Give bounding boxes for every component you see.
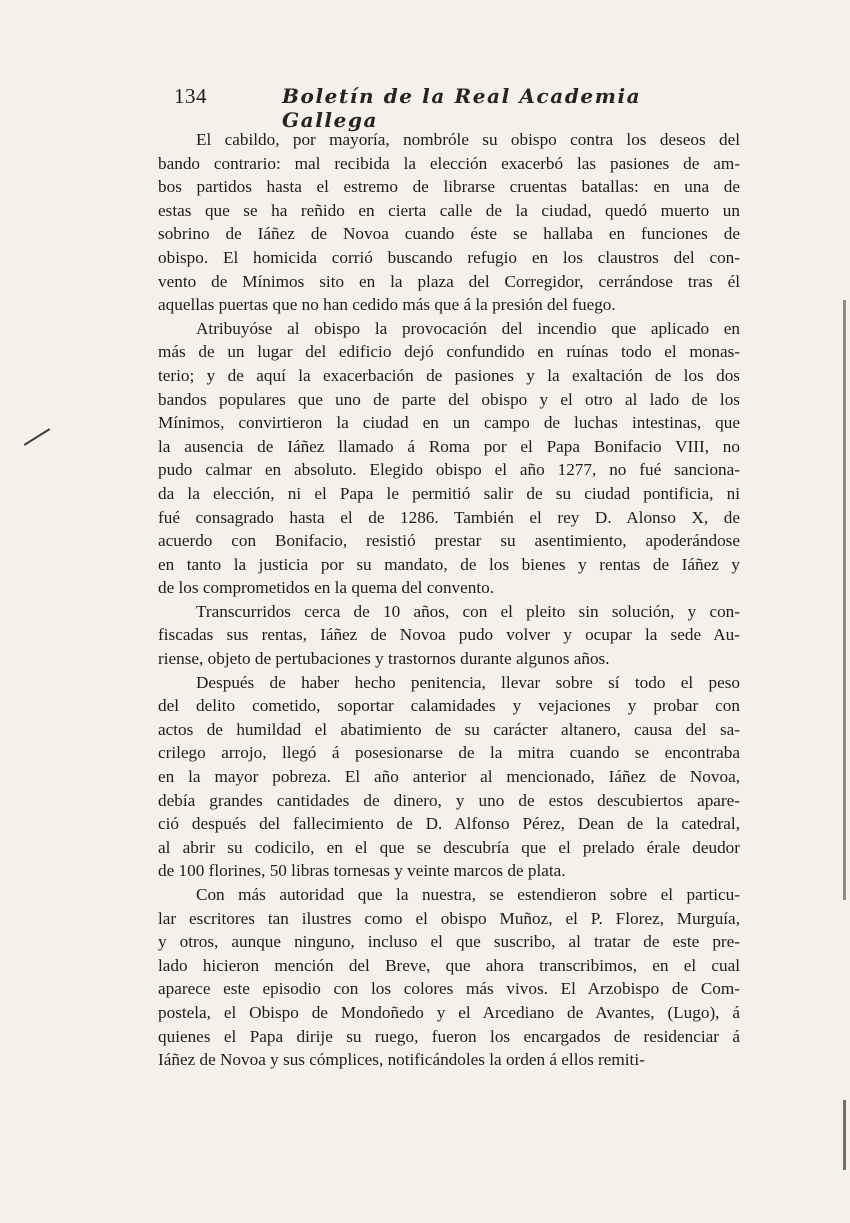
text-line: sobrino de Iáñez de Novoa cuando éste se hallaba en funciones de	[158, 224, 740, 244]
paragraph	[158, 128, 740, 317]
text-line: estas que se ha reñido en cierta calle de la ciudad, quedó muerto un	[158, 200, 740, 220]
text-line: aparece este episodio con los colores más vivos. El Arzobispo de Com-	[158, 979, 740, 999]
text-line: El cabildo, por mayoría, nombróle su obispo contra los deseos del	[196, 130, 740, 149]
text-line: terio; y de aquí la exacerbación de pasiones y la exaltación de los dos	[158, 365, 740, 385]
text-line: bos partidos hasta el estremo de librarse cruentas batallas: en una de	[158, 177, 740, 197]
text-line: bandos populares que uno de parte del obispo y el otro al lado de los	[158, 389, 740, 409]
text-line: y otros, aunque ninguno, incluso el que suscribo, al tratar de este pre-	[158, 932, 740, 952]
text-line: de 100 florines, 50 libras tornesas y veinte marcos de plata.	[158, 861, 566, 881]
text-line: ció después del fallecimiento de D. Alfonso Pérez, Dean de la catedral,	[158, 814, 740, 834]
text-line: da la elección, ni el Papa le permitió salir de su ciudad pontificia, ni	[158, 483, 740, 503]
binding-edge-shadow	[843, 300, 846, 900]
text-line: del delito cometido, soportar calamidades y vejaciones y probar con	[158, 696, 740, 716]
margin-pen-mark	[24, 428, 51, 446]
text-line: lado hicieron mención del Breve, que ahora transcribimos, en el cual	[158, 955, 740, 975]
paragraph	[158, 883, 740, 1072]
text-line: Mínimos, convirtieron la ciudad en un campo de luchas intestinas, que	[158, 413, 740, 433]
paragraph	[158, 671, 740, 883]
text-line: Transcurridos cerca de 10 años, con el pleito sin solución, y con-	[196, 601, 740, 621]
text-line: obispo. El homicida corrió buscando refugio en los claustros del con-	[158, 247, 740, 267]
text-line: en tanto la justicia por su mandato, de los bienes y rentas de Iáñez y	[158, 554, 740, 574]
text-line: Iáñez de Novoa y sus cómplices, notificándoles la orden á ellos remiti-	[158, 1050, 645, 1070]
text-line: bando contrario: mal recibida la elección exacerbó las pasiones de am-	[158, 153, 740, 173]
text-line: aquellas puertas que no han cedido más que á la presión del fuego.	[158, 295, 616, 315]
text-line: más de un lugar del edificio dejó confundido en ruínas todo el monas-	[158, 342, 740, 362]
text-line: fiscadas sus rentas, Iáñez de Novoa pudo volver y ocupar la sede Au-	[158, 625, 740, 645]
text-line: quienes el Papa dirije su ruego, fueron los encargados de residenciar á	[158, 1026, 740, 1046]
text-line: riense, objeto de pertubaciones y trastornos durante algunos años.	[158, 649, 610, 669]
text-line: Después de haber hecho penitencia, llevar sobre sí todo el peso	[196, 672, 740, 692]
text-line: fué consagrado hasta el de 1286. También el rey D. Alonso X, de	[158, 507, 740, 527]
text-line: pudo calmar en absoluto. Elegido obispo el año 1277, no fué sanciona-	[158, 460, 740, 480]
body-text	[158, 128, 740, 1072]
text-line: Atribuyóse al obispo la provocación del incendio que aplicado en	[196, 318, 740, 338]
paragraph	[158, 317, 740, 600]
page-header	[150, 84, 710, 132]
text-line: actos de humildad el abatimiento de su carácter altanero, causa del sa-	[158, 719, 740, 739]
binding-edge-shadow-lower	[843, 1100, 846, 1170]
text-line: lar escritores tan ilustres como el obispo Muñoz, el P. Florez, Murguía,	[158, 908, 740, 928]
running-title: Boletín de la Real Academia Gallega	[282, 84, 642, 132]
text-line: acuerdo con Bonifacio, resistió prestar su asentimiento, apoderándose	[158, 531, 740, 551]
text-line: de los comprometidos en la quema del convento.	[158, 578, 495, 598]
text-line: postela, el Obispo de Mondoñedo y el Arcediano de Avantes, (Lugo), á	[158, 1002, 740, 1022]
text-line: la ausencia de Iáñez llamado á Roma por el Papa Bonifacio VIII, no	[158, 436, 740, 456]
text-line: vento de Mínimos sito en la plaza del Corregidor, cerrándose tras él	[158, 271, 740, 291]
text-line: al abrir su codicilo, en el que se descubría que el prelado érale deudor	[158, 837, 740, 857]
text-line: Con más autoridad que la nuestra, se estendieron sobre el particu-	[196, 885, 740, 904]
page-number: 134	[174, 84, 207, 108]
paragraph	[158, 600, 740, 671]
text-line: en la mayor pobreza. El año anterior al mencionado, Iáñez de Novoa,	[158, 767, 740, 787]
text-line: crilego arrojo, llegó á posesionarse de la mitra cuando se encontraba	[158, 743, 740, 763]
text-line: debía grandes cantidades de dinero, y uno de estos descubiertos apare-	[158, 790, 740, 810]
